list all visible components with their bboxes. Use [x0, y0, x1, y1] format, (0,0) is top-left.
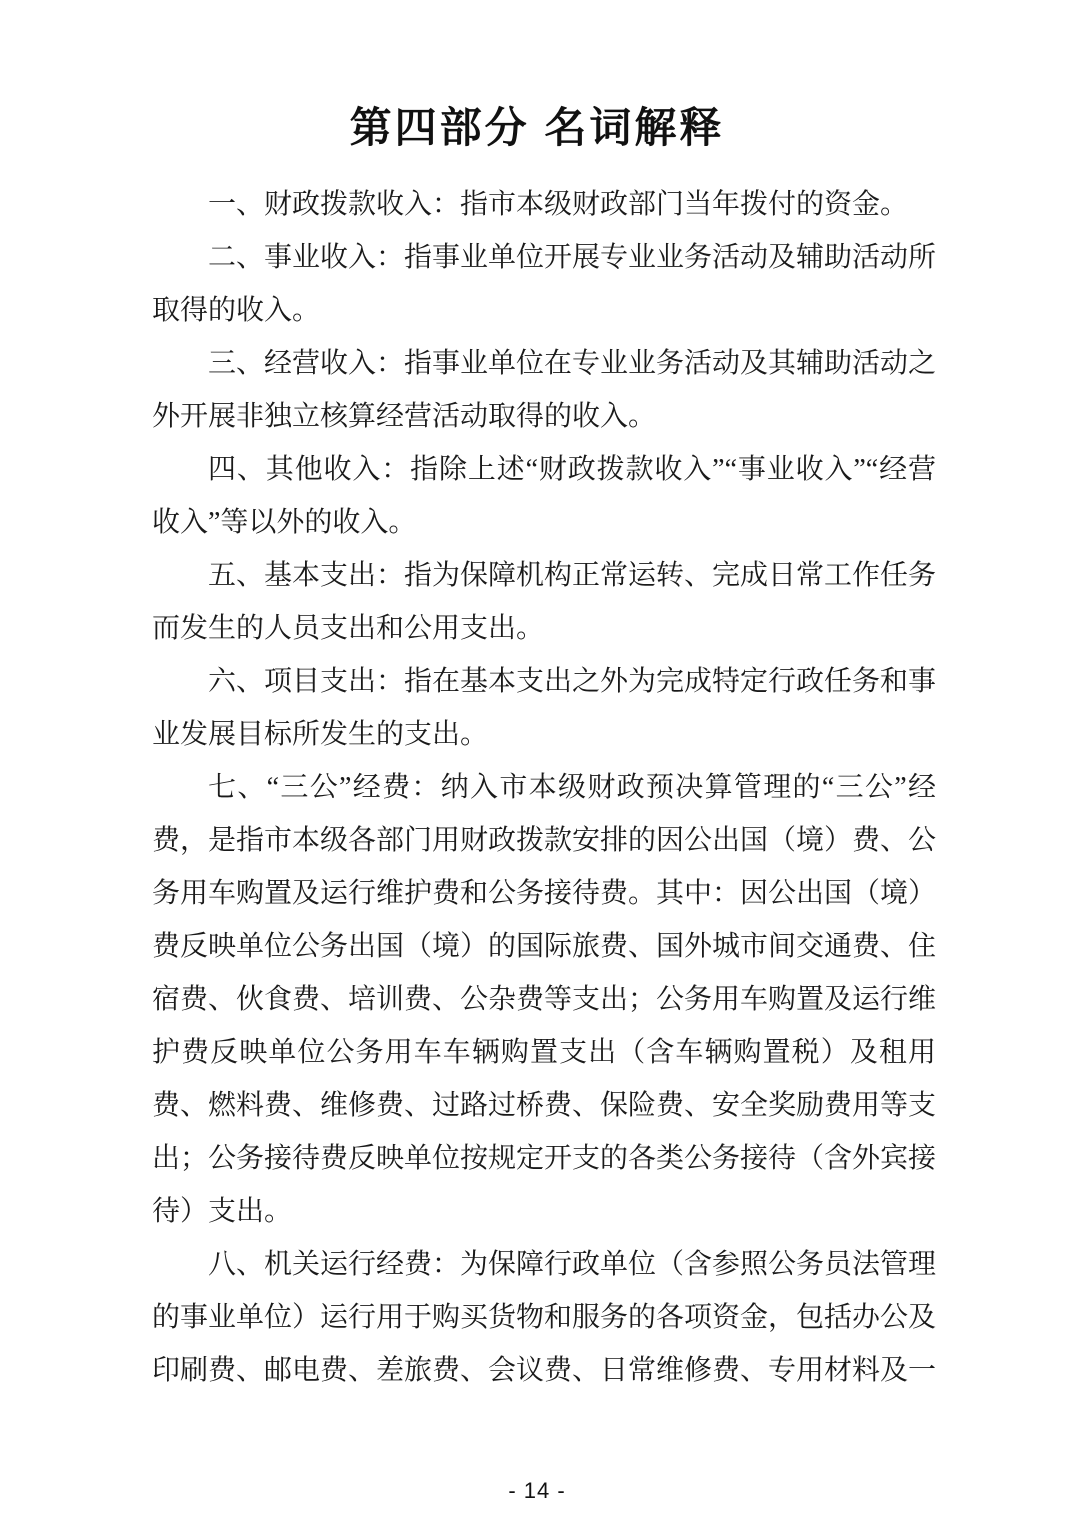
- paragraph-definition-2: 二、事业收入：指事业单位开展专业业务活动及辅助活动所取得的收入。: [152, 242, 937, 326]
- document-body: [152, 178, 936, 1397]
- paragraph-definition-1: 一、财政拨款收入：指市本级财政部门当年拨付的资金。: [208, 189, 909, 220]
- paragraph-definition-4: 四、其他收入：指除上述“财政拨款收入”“事业收入”“经营收入”等以外的收入。: [152, 454, 936, 538]
- paragraph-definition-5: 五、基本支出：指为保障机构正常运转、完成日常工作任务而发生的人员支出和公用支出。: [152, 560, 937, 644]
- paragraph-definition-6: 六、项目支出：指在基本支出之外为完成特定行政任务和事业发展目标所发生的支出。: [152, 666, 937, 750]
- paragraph-definition-7: 七、“三公”经费：纳入市本级财政预决算管理的“三公”经费，是指市本级各部门用财政拨款安排的因公出国（境）费、公务用车购置及运行维护费和公务接待费。其中：因公出国（境）费反映单位公务出国（境）的国际旅费、国外城市间交通费、住宿费、伙食费、培训费、公杂费等支出；公务用车购置及运行维护费反映单位公务用车车辆购置支出（含车辆购置税）及租用费、燃料费、维修费、过路过桥费、保险费、安全奖励费用等支出；公务接待费反映单位按规定开支的各类公务接待（含外宾接待）支出。: [152, 772, 937, 1227]
- page-title: 第四部分 名词解释: [349, 104, 725, 151]
- page-number: - 14 -: [508, 1478, 566, 1503]
- paragraph-definition-8: 八、机关运行经费：为保障行政单位（含参照公务员法管理的事业单位）运行用于购买货物和服务的各项资金，包括办公及印刷费、邮电费、差旅费、会议费、日常维修费、专用材料及一: [152, 1249, 937, 1386]
- paragraph-definition-3: 三、经营收入：指事业单位在专业业务活动及其辅助活动之外开展非独立核算经营活动取得的收入。: [152, 348, 937, 432]
